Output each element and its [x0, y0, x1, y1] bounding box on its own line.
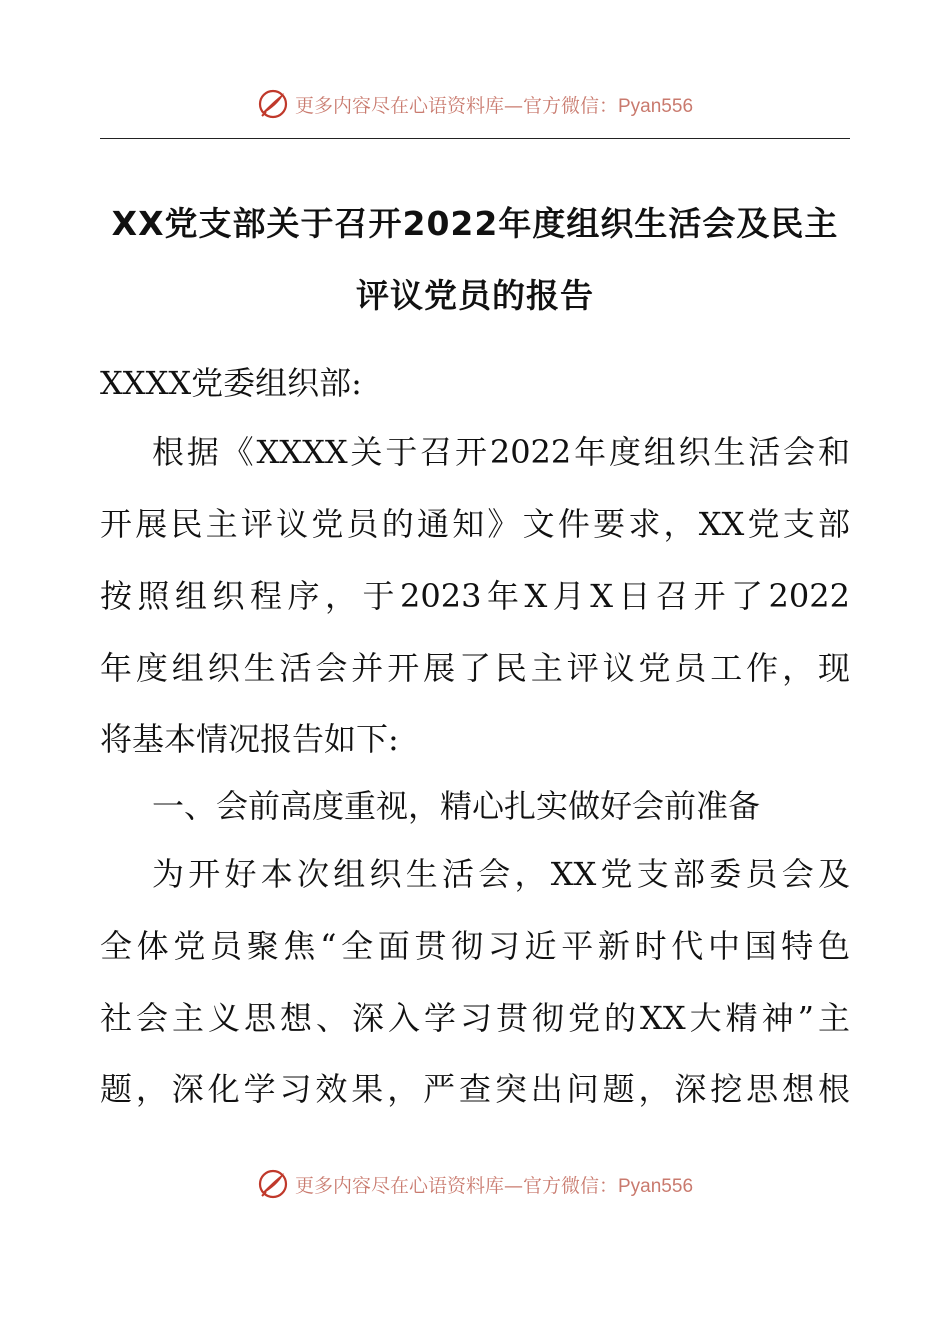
watermark-text: 更多内容尽在心语资料库—官方微信：Pyan556 — [294, 94, 694, 117]
document-title-line-1: XX党支部关于召开2022年度组织生活会及民主 — [111, 204, 839, 243]
body-line: 社会主义思想、深入学习贯彻党的XX大精神”主 — [100, 999, 850, 1037]
body-line: 全体党员聚焦“全面贯彻习近平新时代中国特色 — [100, 927, 850, 965]
quill-pen-logo-icon — [257, 1168, 289, 1200]
body-line: 开展民主评议党员的通知》文件要求，XX党支部 — [100, 505, 850, 543]
section-heading-1: 一、会前高度重视，精心扎实做好会前准备 — [152, 787, 761, 825]
body-line: 按照组织程序，于2023年X月X日召开了2022 — [100, 577, 850, 615]
body-line: 根据《XXXX关于召开2022年度组织生活会和 — [152, 433, 850, 471]
footer-watermark — [0, 1164, 950, 1204]
body-line: 为开好本次组织生活会，XX党支部委员会及 — [152, 855, 850, 893]
document-title-line-2: 评议党员的报告 — [356, 276, 594, 315]
body-line: 题，深化学习效果，严查突出问题，深挖思想根 — [100, 1070, 850, 1108]
watermark-text: 更多内容尽在心语资料库—官方微信：Pyan556 — [294, 1174, 694, 1197]
body-line: 将基本情况报告如下: — [100, 720, 399, 758]
header-watermark — [0, 84, 950, 124]
body-line: 年度组织生活会并开展了民主评议党员工作，现 — [100, 649, 850, 687]
header-divider — [100, 138, 850, 139]
quill-pen-logo-icon — [257, 88, 289, 120]
addressee-line: XXXX党委组织部: — [100, 364, 362, 402]
